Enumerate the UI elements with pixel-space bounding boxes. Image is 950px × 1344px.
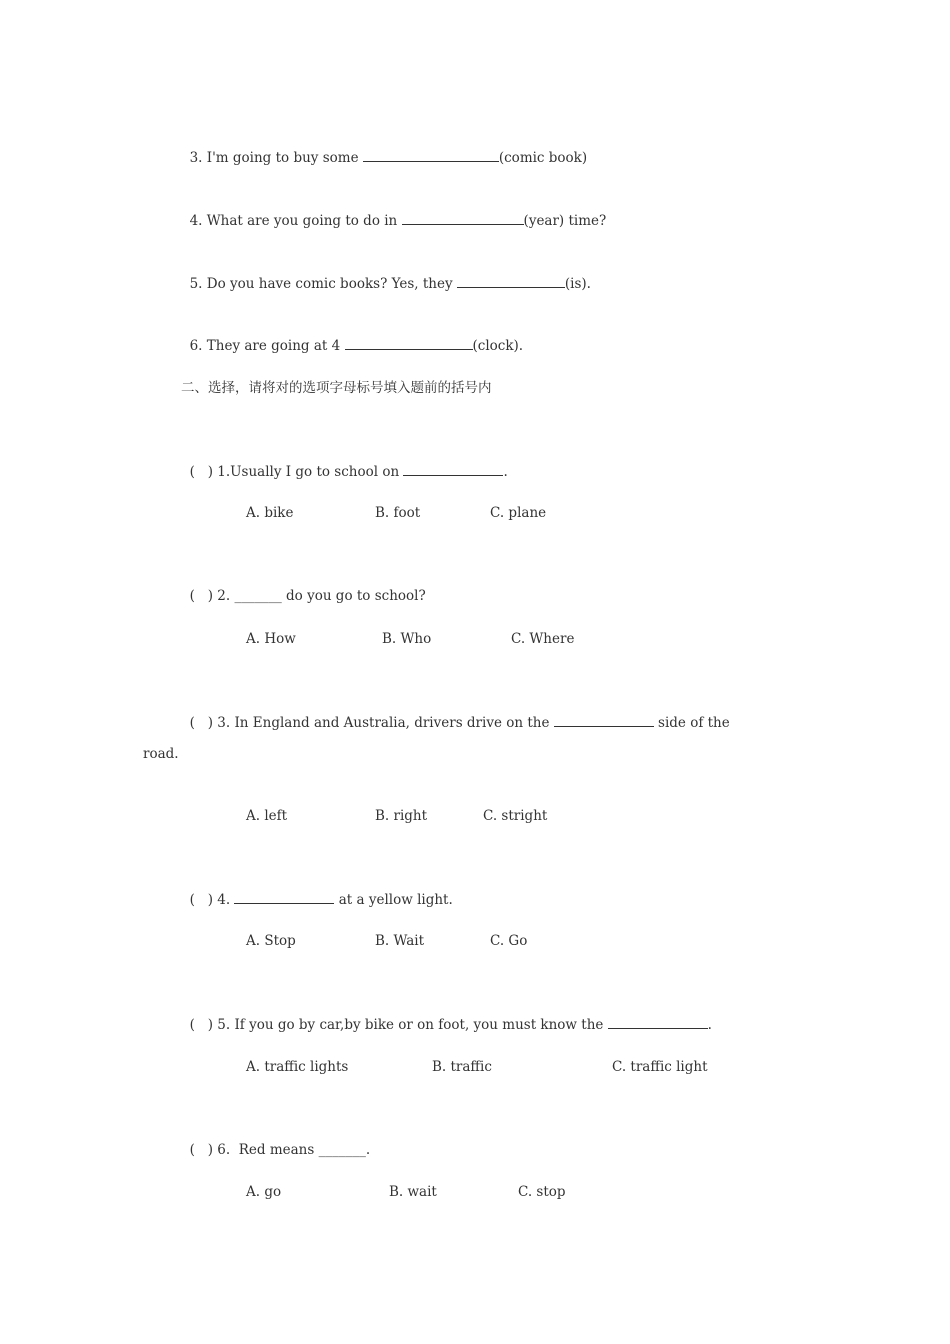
question-3-continuation: road. — [143, 746, 179, 762]
question-text-end: at a yellow light. — [334, 892, 453, 908]
fill-item-hint: (year) time? — [523, 213, 607, 229]
option-a[interactable]: A. How — [246, 631, 296, 647]
answer-blank[interactable] — [608, 1014, 708, 1029]
fill-item-text: 3. I'm going to buy some — [189, 150, 363, 166]
question-text: ( ) 3. In England and Australia, drivers drive on the — [189, 715, 554, 731]
option-b[interactable]: B. Wait — [375, 933, 424, 949]
option-a[interactable]: A. left — [246, 808, 288, 824]
option-c[interactable]: C. plane — [490, 505, 547, 521]
question-text: ( ) 5. If you go by car,by bike or on foot, you must know the — [189, 1017, 608, 1033]
question-3 — [181, 692, 730, 733]
fill-item-4 — [181, 190, 606, 231]
question-6 — [181, 1120, 370, 1160]
answer-blank[interactable] — [403, 461, 503, 476]
answer-blank[interactable] — [402, 210, 524, 225]
fill-item-5 — [181, 253, 591, 294]
section-title: 二、选择，请将对的选项字母标号填入题前的括号内 — [181, 380, 492, 396]
question-text-end: side of the — [653, 715, 730, 731]
answer-blank[interactable] — [363, 147, 499, 162]
answer-blank[interactable] — [234, 889, 334, 904]
question-text: ( ) 4. — [189, 892, 235, 908]
fill-item-3 — [181, 127, 587, 168]
fill-item-text: 5. Do you have comic books? Yes, they — [189, 276, 457, 292]
fill-item-6 — [181, 315, 523, 356]
question-5 — [181, 994, 712, 1035]
question-text: ( ) 6. Red means _______. — [189, 1142, 371, 1158]
question-text-end: . — [503, 464, 508, 480]
option-c[interactable]: C. stright — [483, 808, 548, 824]
option-c[interactable]: C. Where — [511, 631, 575, 647]
question-text-end: . — [707, 1017, 712, 1033]
option-c[interactable]: C. Go — [490, 933, 528, 949]
question-text: ( ) 1.Usually I go to school on — [189, 464, 404, 480]
fill-item-hint: (clock). — [472, 338, 524, 354]
option-b[interactable]: B. wait — [389, 1184, 437, 1200]
question-text: ( ) 2. _______ do you go to school? — [189, 588, 426, 604]
fill-item-hint: (is). — [564, 276, 591, 292]
question-4 — [181, 869, 453, 910]
option-a[interactable]: A. bike — [246, 505, 294, 521]
answer-blank[interactable] — [457, 273, 565, 288]
option-a[interactable]: A. go — [246, 1184, 282, 1200]
option-a[interactable]: A. Stop — [246, 933, 296, 949]
option-b[interactable]: B. traffic — [432, 1059, 492, 1075]
fill-item-text: 4. What are you going to do in — [189, 213, 402, 229]
answer-blank[interactable] — [345, 335, 473, 350]
answer-blank[interactable] — [554, 712, 654, 727]
fill-item-text: 6. They are going at 4 — [189, 338, 345, 354]
option-a[interactable]: A. traffic lights — [246, 1059, 349, 1075]
option-b[interactable]: B. foot — [375, 505, 421, 521]
option-c[interactable]: C. stop — [518, 1184, 566, 1200]
question-1 — [181, 441, 508, 482]
fill-item-hint: (comic book) — [498, 150, 588, 166]
option-c[interactable]: C. traffic light — [612, 1059, 708, 1075]
question-2 — [181, 566, 426, 606]
option-b[interactable]: B. Who — [382, 631, 432, 647]
option-b[interactable]: B. right — [375, 808, 428, 824]
